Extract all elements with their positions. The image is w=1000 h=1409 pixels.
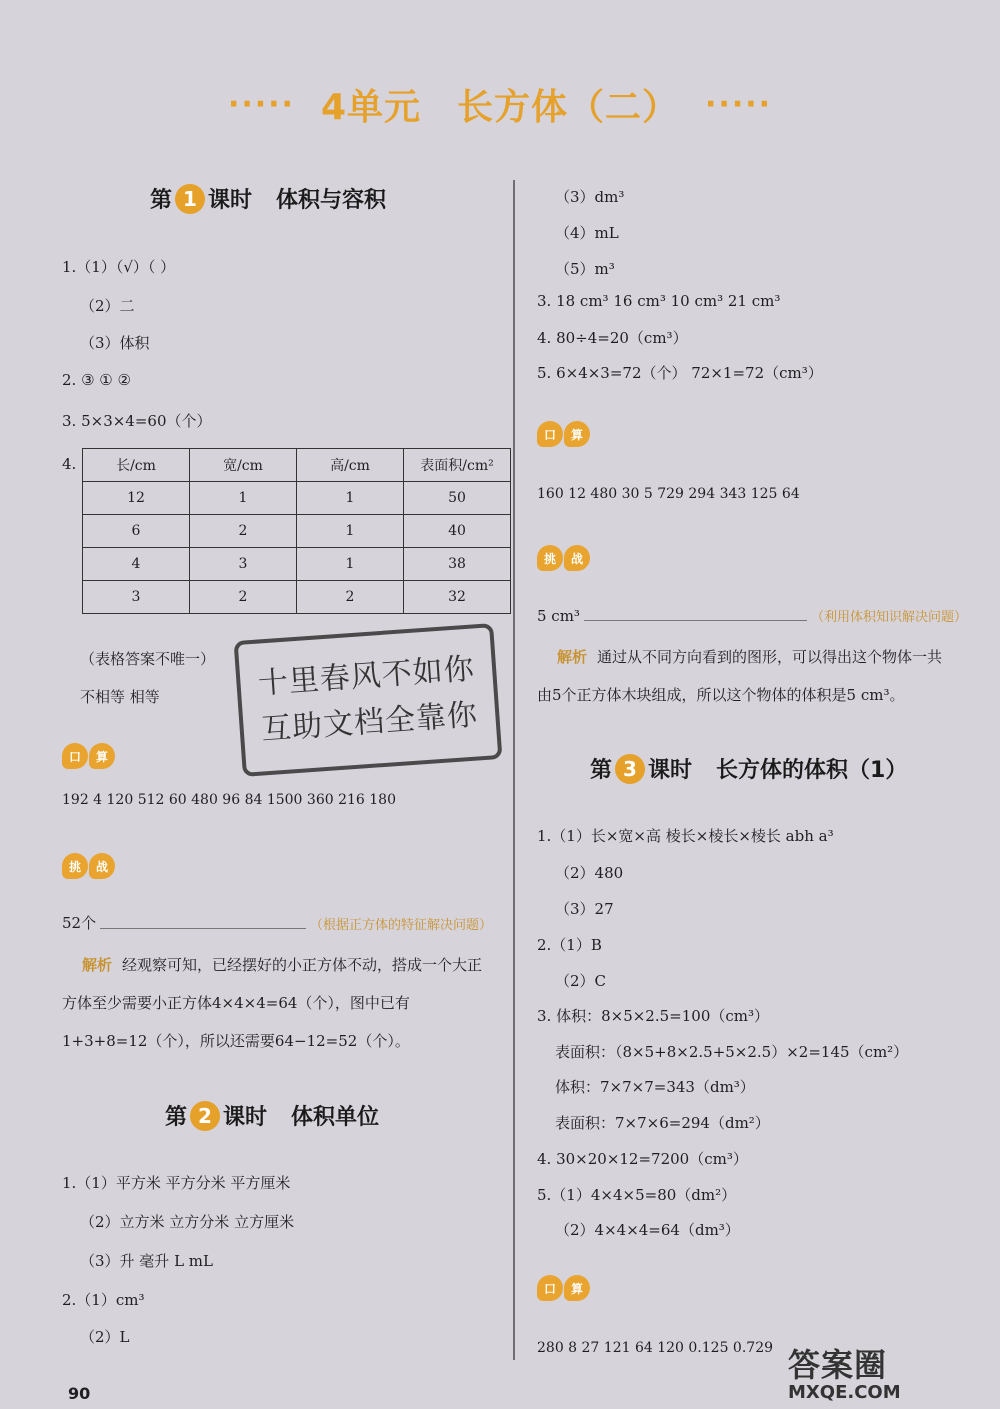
challenge-hint: （利用体积知识解决问题）	[810, 610, 967, 625]
title-dots-left: ·····	[227, 86, 295, 122]
lesson-number-badge: 1	[175, 184, 205, 214]
table-cell: 32	[404, 581, 511, 614]
l2-right-line: （3）dm³	[555, 188, 625, 206]
l2-line: 2.（1）cm³	[62, 1291, 145, 1309]
l1-challenge-line	[62, 912, 492, 933]
promo-stamp: 十里春风不如你 互助文档全靠你	[234, 623, 503, 777]
table-header: 长/cm	[83, 449, 190, 482]
unit-name: 长方体（二）	[457, 86, 680, 128]
table-header-row	[83, 449, 511, 482]
l3-line: （2）480	[555, 864, 624, 882]
l3-line: 5.（1）4×4×5=80（dm²）	[537, 1186, 737, 1204]
table-row	[83, 482, 511, 515]
l3-line: 3. 体积：8×5×2.5=100（cm³）	[537, 1007, 769, 1025]
table-cell: 6	[83, 515, 190, 548]
l1-q3: 3. 5×3×4=60（个）	[62, 412, 212, 430]
l1-analysis: 解析 经观察可知，已经摆好的小正方体不动，搭成一个大正方体至少需要小正方体4×4×4=64（个），图中已有1+3+8=12（个），所以还需要64−12=52（个）。	[62, 956, 483, 1050]
l1-q2: 2. ③ ① ②	[62, 371, 131, 389]
table-row	[83, 548, 511, 581]
l2-right-line: （5）m³	[555, 260, 615, 278]
surface-area-table	[82, 448, 511, 614]
l2-line: （3）升 毫升 L mL	[80, 1252, 213, 1270]
l3-line: （2）4×4×4=64（dm³）	[555, 1221, 740, 1239]
challenge-answer: 52个	[62, 914, 97, 932]
l2-line: （2）L	[80, 1328, 130, 1346]
table-cell: 1	[190, 482, 297, 515]
lesson1-heading: 第 1 课时 体积与容积	[150, 183, 386, 214]
table-cell: 1	[297, 548, 404, 581]
column-divider	[513, 180, 515, 1360]
lesson3-title: 长方体的体积（1）	[716, 758, 908, 783]
table-cell: 38	[404, 548, 511, 581]
l2-right-line: 5. 6×4×3=72（个） 72×1=72（cm³）	[537, 364, 823, 382]
page-number: 90	[68, 1384, 91, 1403]
l3-line: 4. 30×20×12=7200（cm³）	[537, 1150, 748, 1168]
challenge-badge: 挑 战	[537, 545, 590, 571]
challenge-hint: （根据正方体的特征解决问题）	[309, 918, 492, 933]
lesson2-heading: 第 2 课时 体积单位	[165, 1100, 379, 1131]
table-cell: 40	[404, 515, 511, 548]
table-cell: 1	[297, 482, 404, 515]
l3-oral-answers: 280 8 27 121 64 120 0.125 0.729	[537, 1340, 774, 1356]
lesson3-heading: 第 3 课时 长方体的体积（1）	[590, 753, 907, 784]
unit-number: 4单元	[320, 86, 422, 128]
l2-line: 1.（1）平方米 平方分米 平方厘米	[62, 1174, 291, 1192]
l3-line: 2.（1）B	[537, 936, 602, 954]
challenge-answer: 5 cm³	[537, 607, 580, 625]
title-dots-right: ·····	[705, 86, 773, 122]
lesson-number-badge: 3	[615, 754, 645, 784]
l3-line: 表面积：（8×5+8×2.5+5×2.5）×2=145（cm²）	[555, 1043, 909, 1061]
challenge-badge: 挑 战	[62, 853, 115, 879]
table-cell: 50	[404, 482, 511, 515]
table-header: 表面积/cm²	[404, 449, 511, 482]
unit-title	[0, 78, 1000, 130]
lesson-number-badge: 2	[190, 1101, 220, 1131]
table-cell: 2	[190, 581, 297, 614]
l2-right-line: （4）mL	[555, 224, 619, 242]
l2-right-line: 3. 18 cm³ 16 cm³ 10 cm³ 21 cm³	[537, 292, 781, 310]
table-row	[83, 515, 511, 548]
table-cell: 3	[83, 581, 190, 614]
l1-q1-3: （3）体积	[80, 334, 150, 352]
oral-calc-badge: 口 算	[537, 1275, 590, 1301]
l2-right-line: 4. 80÷4=20（cm³）	[537, 329, 688, 347]
l1-q4-label: 4.	[62, 455, 77, 473]
table-cell: 1	[297, 515, 404, 548]
l3-line: 体积：7×7×7=343（dm³）	[555, 1078, 755, 1096]
table-cell: 2	[297, 581, 404, 614]
lesson1-title: 体积与容积	[276, 188, 387, 213]
l2-oral-answers: 160 12 480 30 5 729 294 343 125 64	[537, 486, 800, 502]
l2-line: （2）立方米 立方分米 立方厘米	[80, 1213, 295, 1231]
table-note: （表格答案不唯一）	[80, 650, 216, 668]
table-cell: 4	[83, 548, 190, 581]
l2-challenge-line	[537, 606, 967, 625]
oral-calc-badge: 口 算	[62, 743, 115, 769]
table-cell: 2	[190, 515, 297, 548]
l3-line: 表面积：7×7×6=294（dm²）	[555, 1114, 770, 1132]
lesson2-title: 体积单位	[291, 1105, 380, 1130]
table-cell: 3	[190, 548, 297, 581]
table-cell: 12	[83, 482, 190, 515]
site-watermark: 答案圈 MXQE.COM	[788, 1346, 901, 1403]
l3-line: （3）27	[555, 900, 614, 918]
l1-oral-answers: 192 4 120 512 60 480 96 84 1500 360 216 180	[62, 792, 396, 808]
l1-q1-2: （2）二	[80, 297, 135, 315]
table-row	[83, 581, 511, 614]
oral-calc-badge: 口 算	[537, 421, 590, 447]
l2-analysis: 解析 通过从不同方向看到的图形，可以得出这个物体一共由5个正方体木块组成，所以这个物体的体积是5 cm³。	[537, 648, 943, 704]
l1-q1-1: 1.（1）（√）（ ）	[62, 258, 176, 276]
l1-compare: 不相等 相等	[80, 688, 160, 706]
table-header: 宽/cm	[190, 449, 297, 482]
l3-line: 1.（1）长×宽×高 棱长×棱长×棱长 abh a³	[537, 827, 834, 845]
table-header: 高/cm	[297, 449, 404, 482]
l3-line: （2）C	[555, 972, 607, 990]
